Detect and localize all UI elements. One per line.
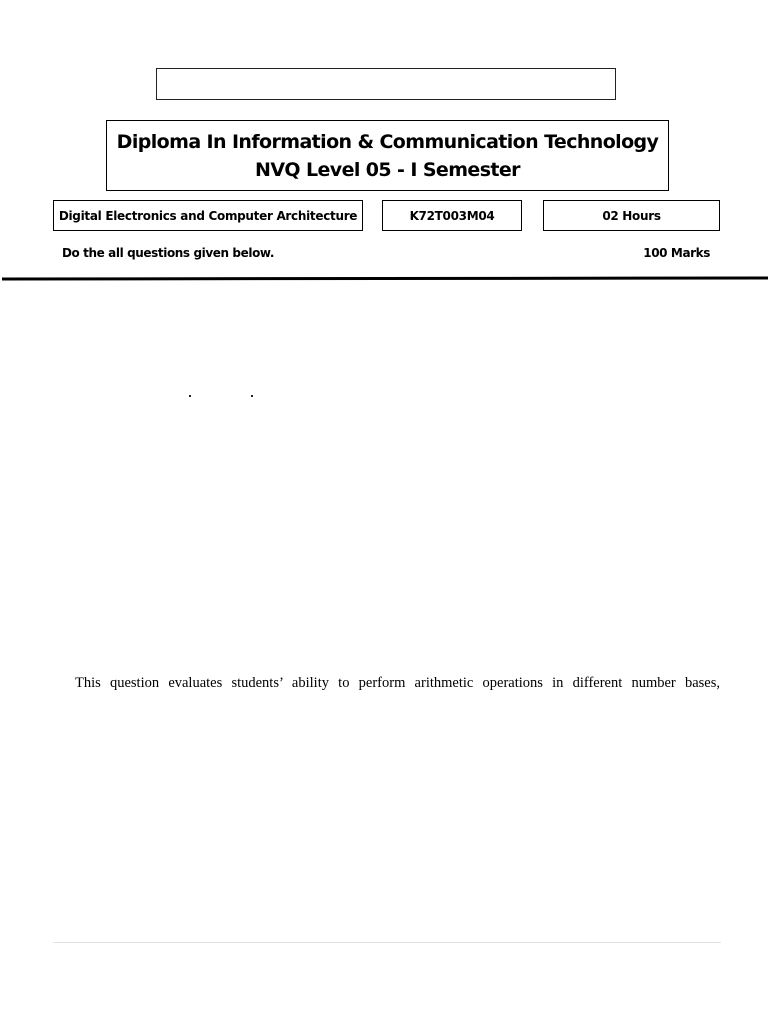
duration-box [543, 200, 720, 231]
question-intro-text: This question evaluates students’ ability to perform arithmetic operations in different number bases, [75, 675, 720, 691]
stray-mark [251, 395, 253, 397]
header-divider [2, 276, 768, 280]
name-field-box [156, 68, 616, 100]
subject-name: Digital Electronics and Computer Architecture [58, 208, 358, 223]
instruction-text: Do the all questions given below. [62, 246, 274, 260]
subject-box [53, 200, 363, 231]
stray-mark [189, 395, 191, 397]
level-semester-title: NVQ Level 05 - I Semester [255, 158, 520, 181]
diploma-title-box [106, 120, 669, 191]
exam-duration: 02 Hours [602, 208, 661, 223]
footer-divider [53, 942, 721, 943]
total-marks: 100 Marks [643, 246, 710, 260]
module-code-box [382, 200, 522, 231]
module-code: K72T003M04 [409, 208, 495, 223]
diploma-title: Diploma In Information & Communication Technology [116, 130, 659, 153]
